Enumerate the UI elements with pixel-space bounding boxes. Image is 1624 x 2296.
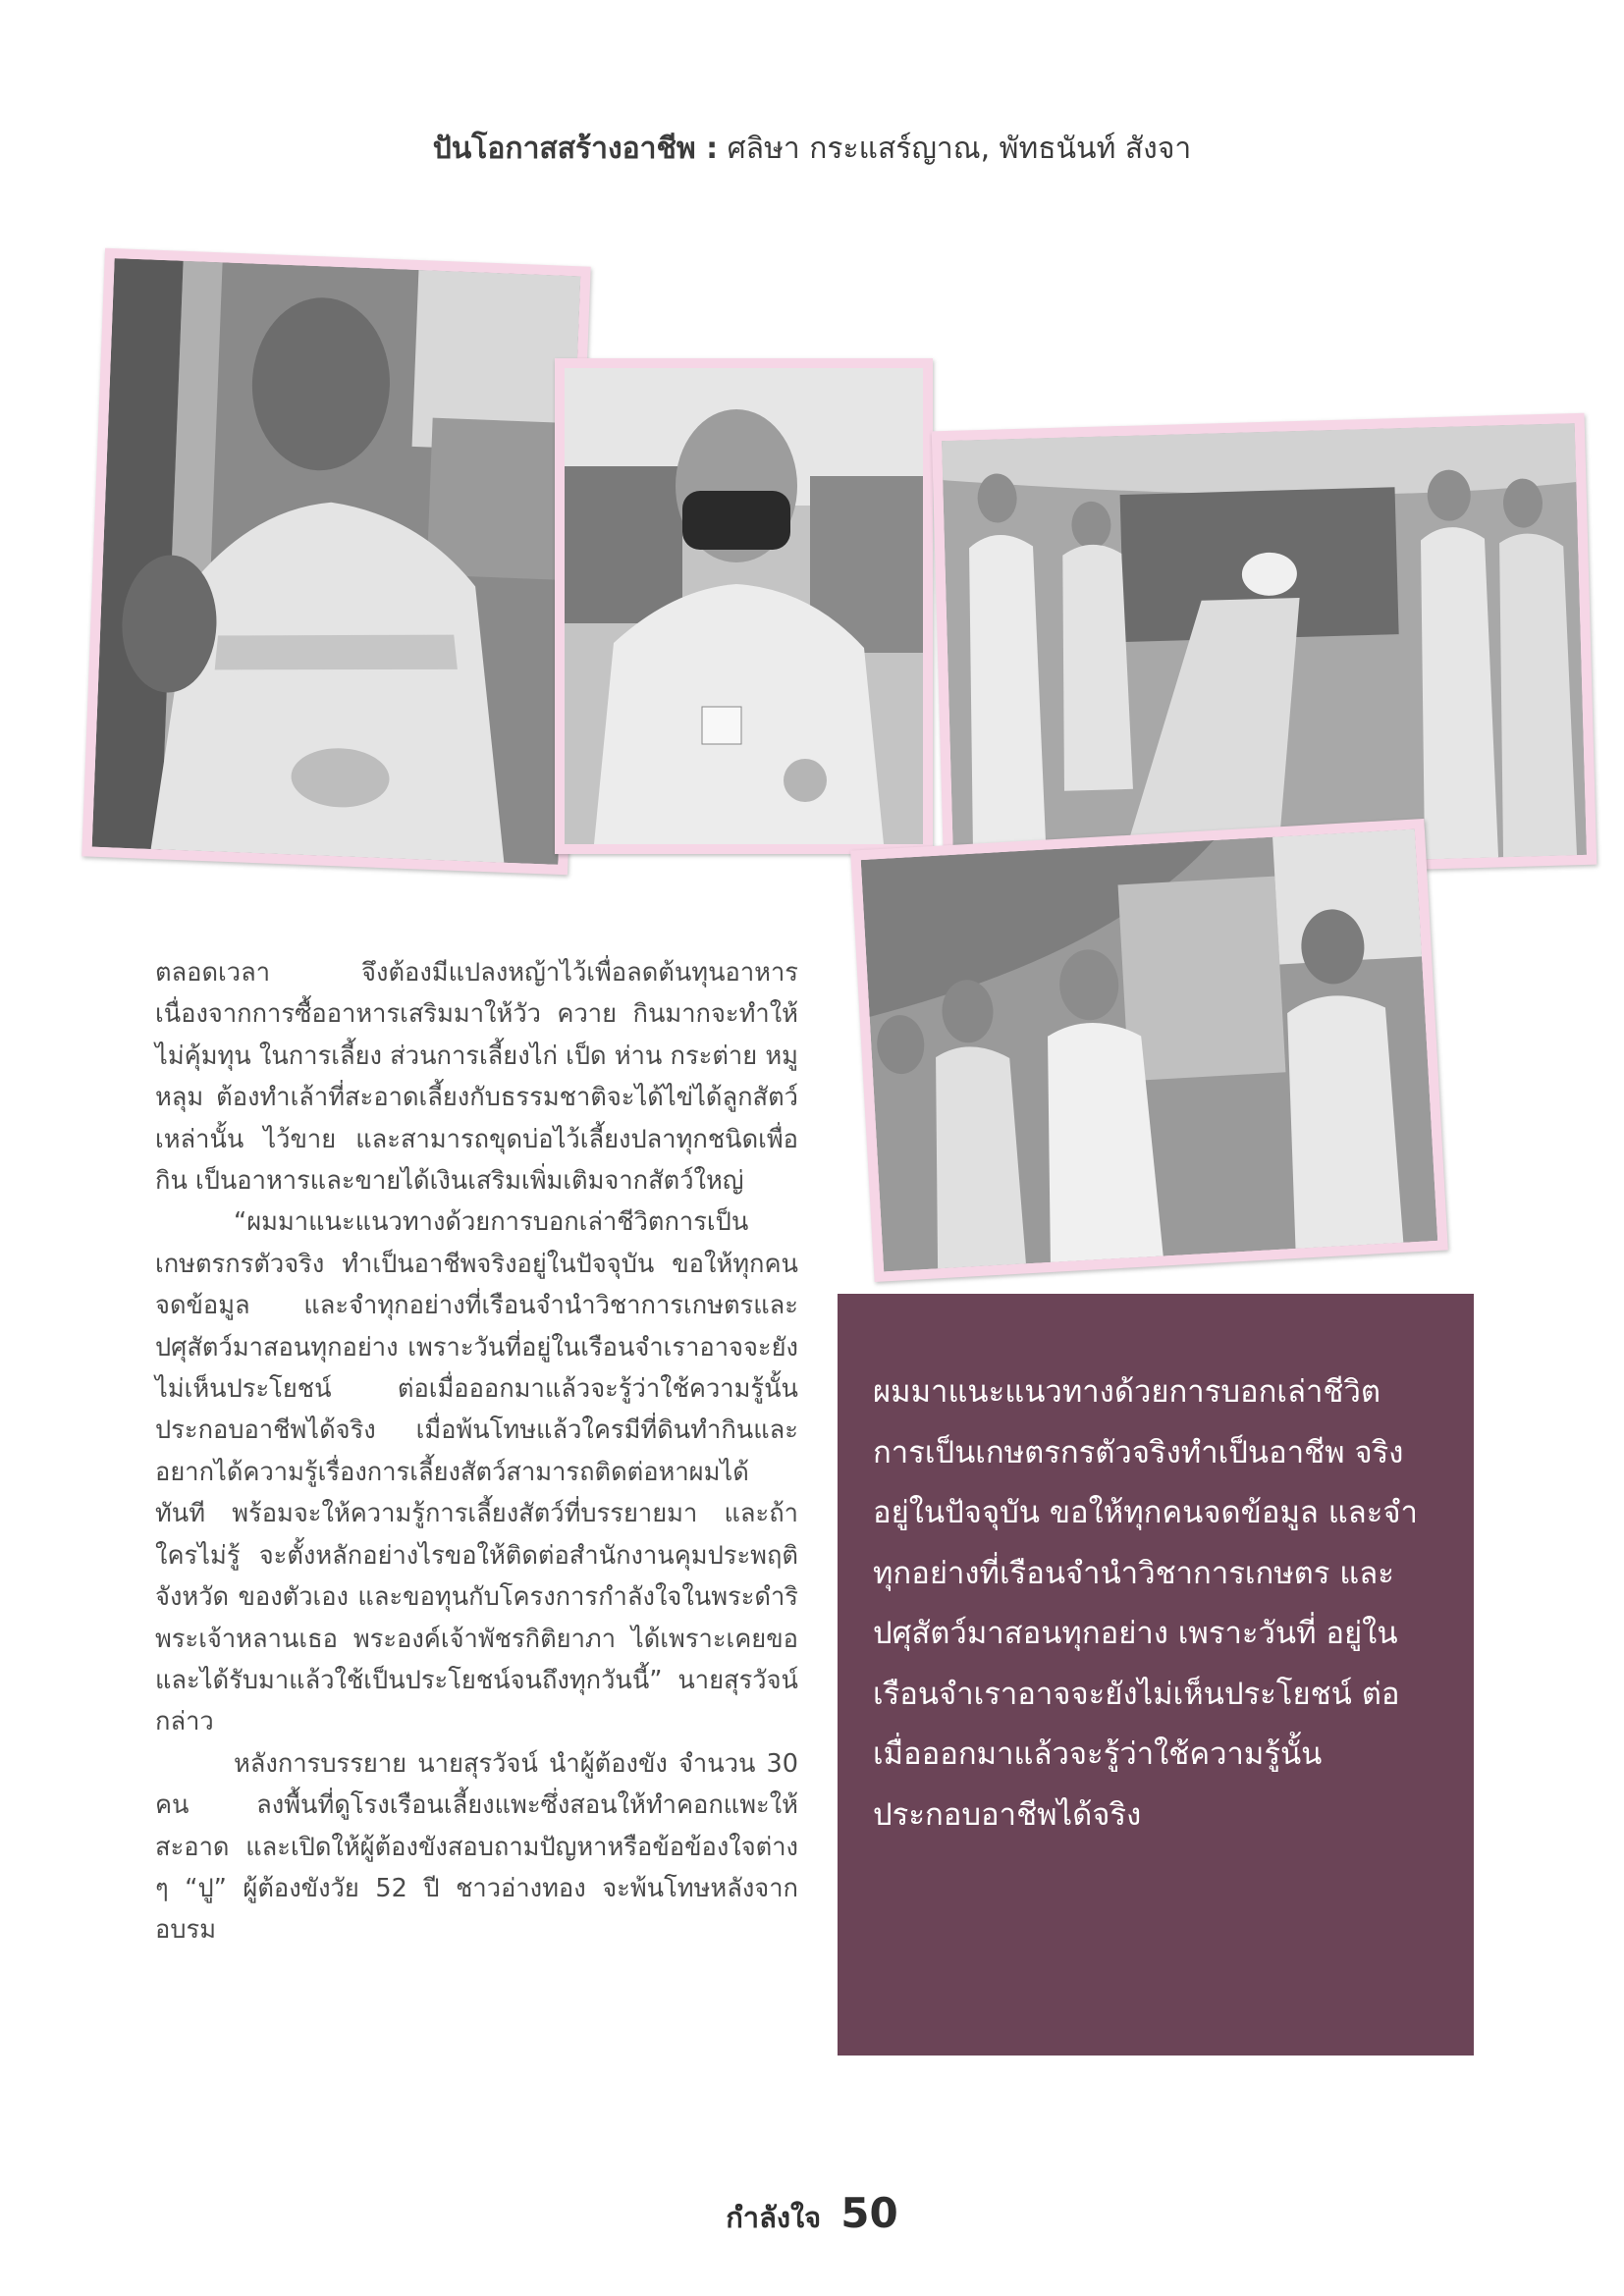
body-paragraph: “ผมมาแนะแนวทางด้วยการบอกเล่าชีวิตการเป็น เกษตรกรตัวจริง ทำเป็นอาชีพจริงอยู่ในปัจจุบัน ขอให้ทุกคน จดข้อมูล และจำทุกอย่างที่เรือนจำนำวิชาการเกษตรและ ปศุสัตว์มาสอนทุกอย่าง เพราะวันที่อยู่ในเรือนจำเราอาจจะยัง ไม่เห็นประโยชน์ ต่อเมื่อออกมาแล้วจะรู้ว่าใช้ความรู้นั้น ประกอบอาชีพได้จริง เมื่อพ้นโทษแล้วใครมีที่ดินทำกินและ อยากได้ความรู้เรื่องการเลี้ยงสัตว์สามารถติดต่อหาผมได้ทันที พร้อมจะให้ความรู้การเลี้ยงสัตว์ที่บรรยายมา และถ้าใครไม่รู้ จะตั้งหลักอย่างไรขอให้ติดต่อสำนักงานคุมประพฤติจังหวัด ของตัวเอง และขอทุนกับโครงการกำลังใจในพระดำริ พระเจ้าหลานเธอ พระองค์เจ้าพัชรกิติยาภา ได้เพราะเคยขอ และได้รับมาแล้วใช้เป็นประโยชน์จนถึงทุกวันนี้” นายสุรวัจน์ กล่าว [155, 1207, 798, 1737]
photo-masked-inmate [555, 358, 933, 854]
pull-quote [838, 1294, 1474, 2056]
header-title: ปันโอกาสสร้างอาชีพ : [432, 132, 719, 166]
page-number: 50 [840, 2189, 898, 2237]
header-authors: ศลิษา กระแสร์ญาณ, พัทธนันท์ สังจา [727, 132, 1192, 166]
article-body [155, 952, 798, 1951]
magazine-name: กำลังใจ [726, 2201, 822, 2234]
body-paragraph: หลังการบรรยาย นายสุรวัจน์ นำผู้ต้องขัง จำนวน 30 คน ลงพื้นที่ดูโรงเรือนเลี้ยงแพะซึ่งสอนให้ทำคอกแพะให้สะอาด และเปิดให้ผู้ต้องขังสอบถามปัญหาหรือข้อข้องใจต่าง ๆ “ปู” ผู้ต้องขังวัย 52 ปี ชาวอ่างทอง จะพ้นโทษหลังจากอบรม [155, 1748, 798, 1946]
running-header [0, 126, 1624, 172]
body-paragraph: ตลอดเวลา จึงต้องมีแปลงหญ้าไว้เพื่อลดต้นทุนอาหาร เนื่องจากการซื้ออาหารเสริมมาให้วัว ควาย กินมากจะทำให้ไม่คุ้มทุน ในการเลี้ยง ส่วนการเลี้ยงไก่ เป็ด ห่าน กระต่าย หมูหลุม ต้องทำเล้าที่สะอาดเลี้ยงกับธรรมชาติจะได้ไข่ได้ลูกสัตว์เหล่านั้น ไว้ขาย และสามารถขุดบ่อไว้เลี้ยงปลาทุกชนิดเพื่อกิน เป็นอาหารและขายได้เงินเสริมเพิ่มเติมจากสัตว์ใหญ่ [155, 958, 798, 1197]
photo-goat-barn-group [932, 413, 1597, 882]
page-footer [0, 2189, 1624, 2240]
photo-speaker [81, 248, 590, 876]
photo-barn-demonstration [850, 819, 1448, 1282]
pull-quote-text: ผมมาแนะแนวทางด้วยการบอกเล่าชีวิต การเป็นเกษตรกรตัวจริงทำเป็นอาชีพ จริงอยู่ในปัจจุบัน ขอให้ทุกคนจดข้อมูล และจำทุกอย่างที่เรือนจำนำวิชาการเกษตร และปศุสัตว์มาสอนทุกอย่าง เพราะวันที่ อยู่ในเรือนจำเราอาจจะยังไม่เห็นประโยชน์ ต่อเมื่อออกมาแล้วจะรู้ว่าใช้ความรู้นั้น ประกอบอาชีพได้จริง [873, 1374, 1418, 1833]
